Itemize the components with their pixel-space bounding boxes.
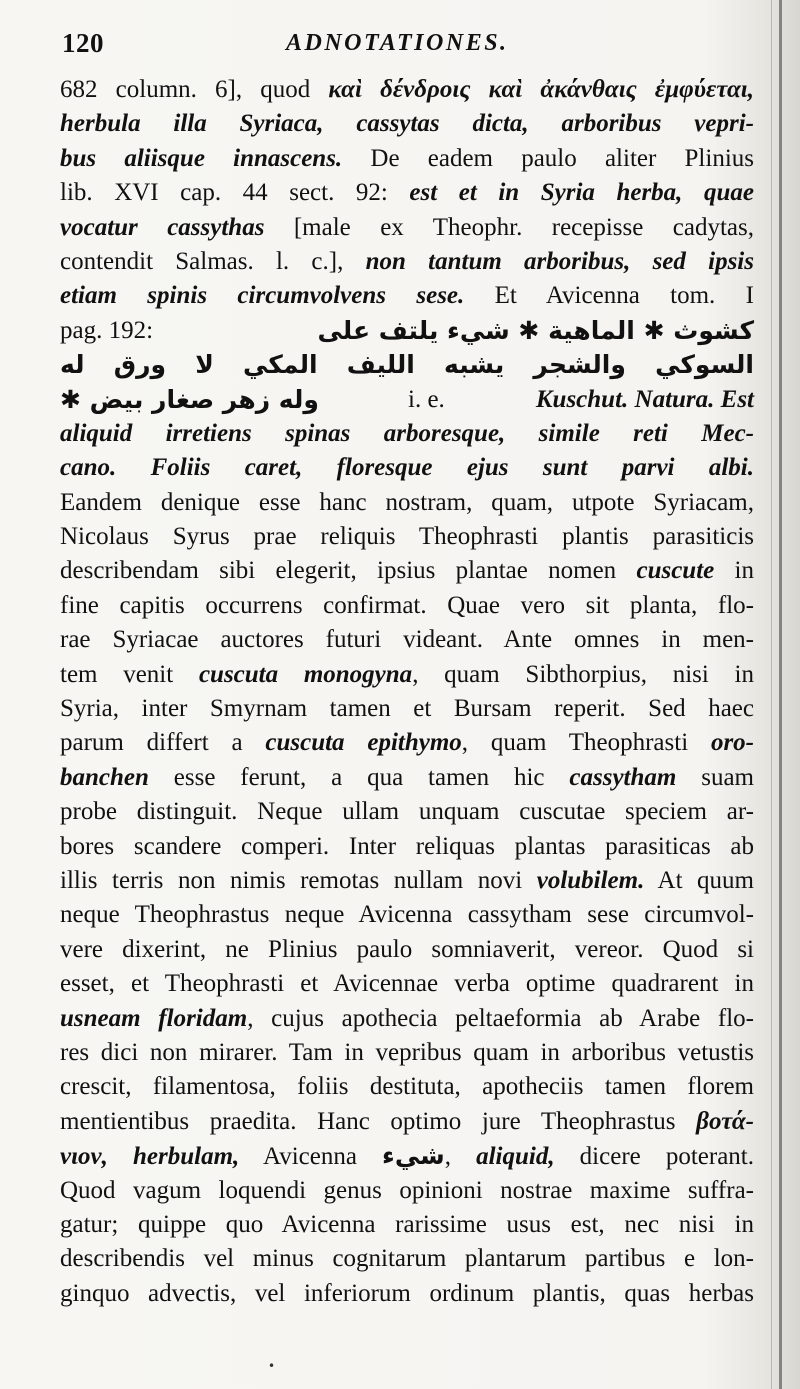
text-line: [60, 1070, 754, 1104]
roman-text: tem venit: [60, 660, 199, 688]
italic-term: vocatur cassythas: [60, 213, 265, 241]
roman-text: [male ex Theophr. recepisse cadytas,: [264, 213, 755, 241]
text-line: [60, 898, 754, 932]
arabic-line-1: [60, 314, 754, 348]
roman-text: , quam Sibthorpius, nisi in: [412, 660, 754, 688]
text-line: [60, 589, 754, 623]
paragraph-continuation: [60, 417, 754, 1311]
roman-text: Avicenna: [239, 1143, 383, 1171]
roman-text: , quam Theophrasti: [461, 729, 711, 757]
text-line: [60, 211, 754, 245]
text-line: [60, 486, 754, 520]
text-line: [60, 692, 754, 726]
roman-text: in: [714, 557, 754, 585]
page-edge-shadow: [779, 0, 782, 1389]
roman-text: probe distinguit. Neque ullam unquam cuscutae speciem ar-: [60, 798, 754, 826]
text-line: [60, 279, 754, 313]
roman-text: ,: [444, 1143, 477, 1171]
roman-text: ginquo advectis, vel inferiorum ordinum plantis, quas herbas: [60, 1279, 754, 1307]
italic-term: usneam floridam: [60, 1004, 248, 1032]
text-line: [60, 830, 754, 864]
text-line: [60, 658, 754, 692]
text-line: [60, 1208, 754, 1242]
italic-term: volubilem.: [536, 866, 645, 894]
text-line: [60, 520, 754, 554]
page-header: [62, 24, 752, 64]
arabic-line-3: [60, 383, 754, 417]
text-line: [60, 1242, 754, 1276]
roman-text: rae Syriacae auctores futuri videant. Ante omnes in men-: [60, 626, 754, 654]
roman-text: fine capitis occurrens confirmat. Quae vero sit planta, flo-: [60, 591, 754, 619]
roman-text: mentientibus praedita. Hanc optimo jure Theophrastus: [60, 1107, 697, 1135]
text-line: [60, 1174, 754, 1208]
italic-term: cano. Foliis caret, floresque ejus sunt parvi albi.: [60, 454, 754, 482]
translation-start: Kuschut. Natura. Est: [535, 385, 754, 413]
italic-term: non tantum arboribus, sed ipsis: [365, 247, 754, 275]
text-line: [60, 967, 754, 1001]
italic-term: banchen: [60, 763, 149, 791]
page-edge-line: [771, 0, 772, 1389]
italic-term: aliquid,: [476, 1143, 555, 1171]
roman-text: Et Avicenna tom. I: [464, 282, 754, 310]
italic-term: cassytham: [569, 763, 677, 791]
roman-text: lib. XVI cap. 44 sect. 92:: [60, 179, 410, 207]
italic-term: etiam spinis circumvolvens sese.: [60, 282, 465, 310]
text-line: [60, 795, 754, 829]
italic-term: oro-: [710, 729, 755, 757]
italic-term: νιον, herbulam,: [60, 1143, 240, 1171]
roman-text: Eandem denique esse hanc nostram, quam, utpote Syriacam,: [60, 488, 754, 516]
text-line: [60, 864, 754, 898]
text-line: [60, 1139, 754, 1173]
roman-text: illis terris non nimis remotas nullam novi: [60, 866, 537, 894]
page-reference: pag. 192:: [60, 316, 154, 344]
roman-text: , cujus apothecia peltaeformia ab Arabe flo-: [247, 1004, 754, 1032]
roman-text: Quod vagum loquendi genus opinioni nostrae maxime suffra-: [60, 1176, 754, 1204]
italic-term: cuscuta epithymo: [265, 729, 462, 757]
body-text: [60, 73, 754, 1311]
text-line: [60, 245, 754, 279]
running-title: ADNOTATIONES.: [286, 30, 509, 56]
roman-text: Syria, inter Smyrnam tamen et Bursam reperit. Sed haec: [60, 695, 754, 723]
roman-text: esset, et Theophrasti et Avicennae verba optime quadrarent in: [60, 970, 754, 998]
text-line: [60, 142, 754, 176]
greek-text: καὶ δένδροις καὶ ἀκάνθαις ἐμφύεται,: [328, 76, 754, 103]
greek-text: βοτά-: [696, 1107, 754, 1135]
text-line: [60, 1002, 754, 1036]
roman-text: At quum: [644, 866, 754, 894]
roman-text: Nicolaus Syrus prae reliquis Theophrasti plantis parasiticis: [60, 523, 754, 551]
roman-text: 682 column. 6], quod: [60, 76, 329, 103]
italic-term: aliquid irretiens spinas arboresque, simile reti Mec-: [60, 419, 754, 447]
text-line: [60, 1277, 754, 1311]
text-line: [60, 726, 754, 760]
text-line: [60, 176, 754, 210]
text-line: [60, 933, 754, 967]
italic-term: cuscuta monogyna: [198, 660, 413, 688]
arabic-text-3: وله زهر صغار بيض ✱: [60, 384, 319, 414]
text-line: [60, 554, 754, 588]
roman-text: parum differt a: [60, 729, 266, 757]
roman-text: neque Theophrastus neque Avicenna cassytham sese circumvol-: [60, 901, 754, 929]
text-line: [60, 761, 754, 795]
text-line: [60, 73, 754, 107]
roman-text: bores scandere comperi. Inter reliquas plantas parasiticas ab: [60, 832, 754, 860]
roman-text: res dici non mirarer. Tam in vepribus quam in arboribus vetustis: [60, 1038, 754, 1066]
italic-term: bus aliisque innascens.: [60, 144, 343, 172]
page-number: 120: [62, 28, 104, 58]
text-line: [60, 1105, 754, 1139]
roman-text: suam: [676, 763, 754, 791]
roman-text: contendit Salmas. l. c.],: [60, 247, 366, 275]
arabic-text-1: كشوث ✱ الماهية ✱ شيء يلتف على: [317, 315, 754, 345]
bottom-speck: •: [268, 1359, 276, 1373]
text-line: [60, 107, 754, 141]
italic-term: est et in Syria herba, quae: [409, 179, 754, 207]
roman-text: crescit, filamentosa, foliis destituta, apotheciis tamen florem: [60, 1073, 754, 1101]
italic-term: cuscute: [636, 557, 715, 585]
paragraph-opening: [60, 73, 754, 314]
roman-text: describendis vel minus cognitarum plantarum partibus e lon-: [60, 1245, 754, 1273]
text-line: [60, 623, 754, 657]
text-line: [60, 417, 754, 451]
arabic-word: شيء: [382, 1141, 445, 1171]
roman-text: esse ferunt, a qua tamen hic: [148, 763, 570, 791]
id-est-abbrev: i. e.: [408, 385, 445, 413]
roman-text: describendam sibi elegerit, ipsius plantae nomen: [60, 557, 637, 585]
arabic-text-2: السوكي والشجر يشبه الليف المكي لا ورق له: [60, 350, 754, 380]
roman-text: De eadem paulo aliter Plinius: [342, 144, 754, 172]
roman-text: vere dixerint, ne Plinius paulo somniaverit, vereor. Quod si: [60, 935, 754, 963]
arabic-line-2: [60, 348, 754, 382]
text-line: [60, 1036, 754, 1070]
text-line: [60, 451, 754, 485]
roman-text: gatur; quippe quo Avicenna rarissime usus est, nec nisi in: [60, 1210, 754, 1238]
roman-text: dicere poterant.: [554, 1143, 755, 1171]
italic-term: herbula illa Syriaca, cassytas dicta, arboribus vepri-: [60, 110, 754, 138]
